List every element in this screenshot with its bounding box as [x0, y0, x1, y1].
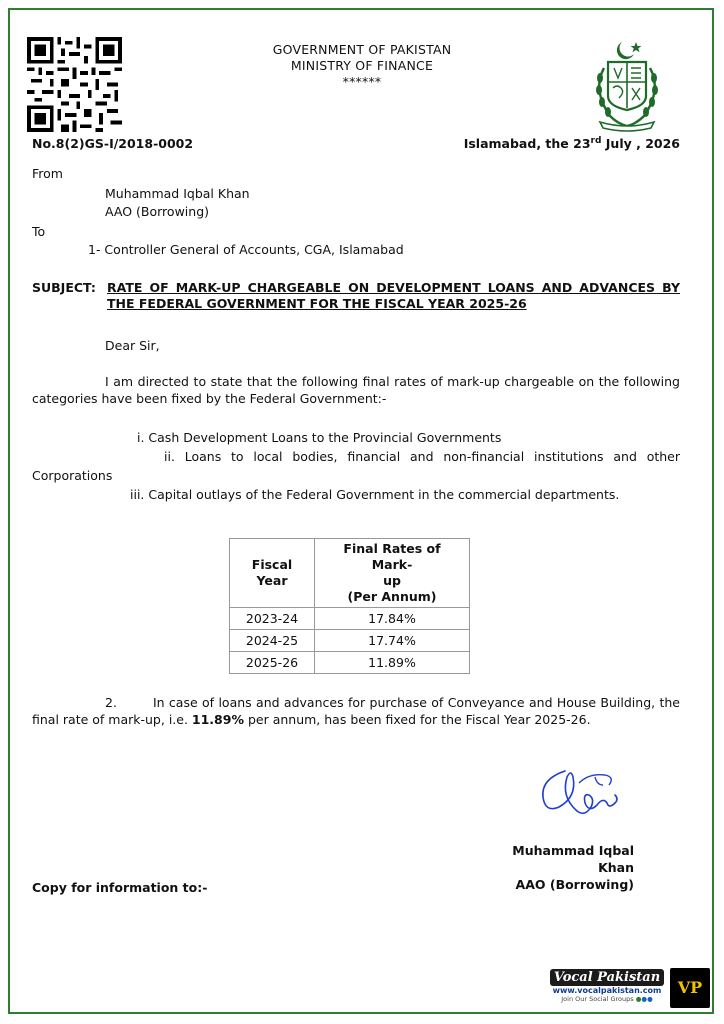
reference-number: No.8(2)GS-I/2018-0002	[32, 136, 194, 151]
state-emblem-icon	[586, 38, 668, 132]
category-item-2-cont: Corporations	[32, 468, 113, 483]
watermark-site: www.vocalpakistan.com	[552, 986, 662, 995]
letter-date: Islamabad, the 23rd July , 2026	[463, 136, 680, 152]
rate-cell: 11.89%	[315, 652, 470, 674]
subject-label: SUBJECT:	[32, 280, 96, 295]
category-item-1: i. Cash Development Loans to the Provincial Governments	[137, 430, 502, 445]
from-designation: AAO (Borrowing)	[105, 204, 210, 219]
watermark-brand: Vocal Pakistan	[550, 969, 664, 986]
header-fiscal-year: Fiscal Year	[230, 539, 315, 608]
to-label: To	[32, 224, 46, 239]
header-final-rate: Final Rates of Mark- up (Per Annum)	[315, 539, 470, 608]
rate-cell: 17.84%	[315, 608, 470, 630]
table-row	[230, 630, 470, 652]
year-cell: 2023-24	[230, 608, 315, 630]
year-cell: 2024-25	[230, 630, 315, 652]
table-row	[230, 608, 470, 630]
government-title: GOVERNMENT OF PAKISTAN	[272, 42, 452, 57]
watermark	[548, 966, 666, 1008]
rate-cell: 17.74%	[315, 630, 470, 652]
signatory-designation: AAO (Borrowing)	[515, 877, 634, 892]
category-item-2: ii. Loans to local bodies, financial and non-financial institutions and other	[164, 449, 680, 464]
from-name: Muhammad Iqbal Khan	[105, 186, 250, 201]
ministry-title: MINISTRY OF FINANCE	[290, 58, 434, 73]
header-stars: ******	[342, 74, 382, 89]
subject-text: RATE OF MARK-UP CHARGEABLE ON DEVELOPMENT LOANS AND ADVANCES BY THE FEDERAL GOVERNMENT FOR THE FISCAL YEAR 2025-26	[107, 280, 680, 311]
salutation: Dear Sir,	[105, 338, 160, 353]
table-header-row	[230, 539, 470, 608]
final-rate-value: 11.89%	[191, 712, 244, 727]
to-recipient: 1- Controller General of Accounts, CGA, Islamabad	[88, 242, 404, 257]
year-cell: 2025-26	[230, 652, 315, 674]
signatory-name: Muhammad Iqbal Khan	[512, 843, 634, 875]
vocal-pakistan-logo: VP	[670, 968, 710, 1008]
watermark-join: Join Our Social Groups ●●●	[561, 995, 653, 1003]
paragraph-2: 2. In case of loans and advances for purchase of Conveyance and House Building, the final rate of mark-up, i.e. 11.89% per annum, has been fixed for the Fiscal Year 2025-26.	[32, 695, 680, 727]
table-row	[230, 652, 470, 674]
signatory-block	[478, 842, 634, 893]
from-label: From	[32, 166, 63, 181]
signature-mark	[535, 763, 635, 825]
markup-rates-table	[229, 538, 470, 674]
category-item-3: iii. Capital outlays of the Federal Government in the commercial departments.	[130, 487, 620, 502]
copy-for-information: Copy for information to:-	[32, 880, 208, 895]
paragraph-1: I am directed to state that the following final rates of mark-up chargeable on the following categories have been fixed by the Federal Government:-	[32, 374, 680, 406]
